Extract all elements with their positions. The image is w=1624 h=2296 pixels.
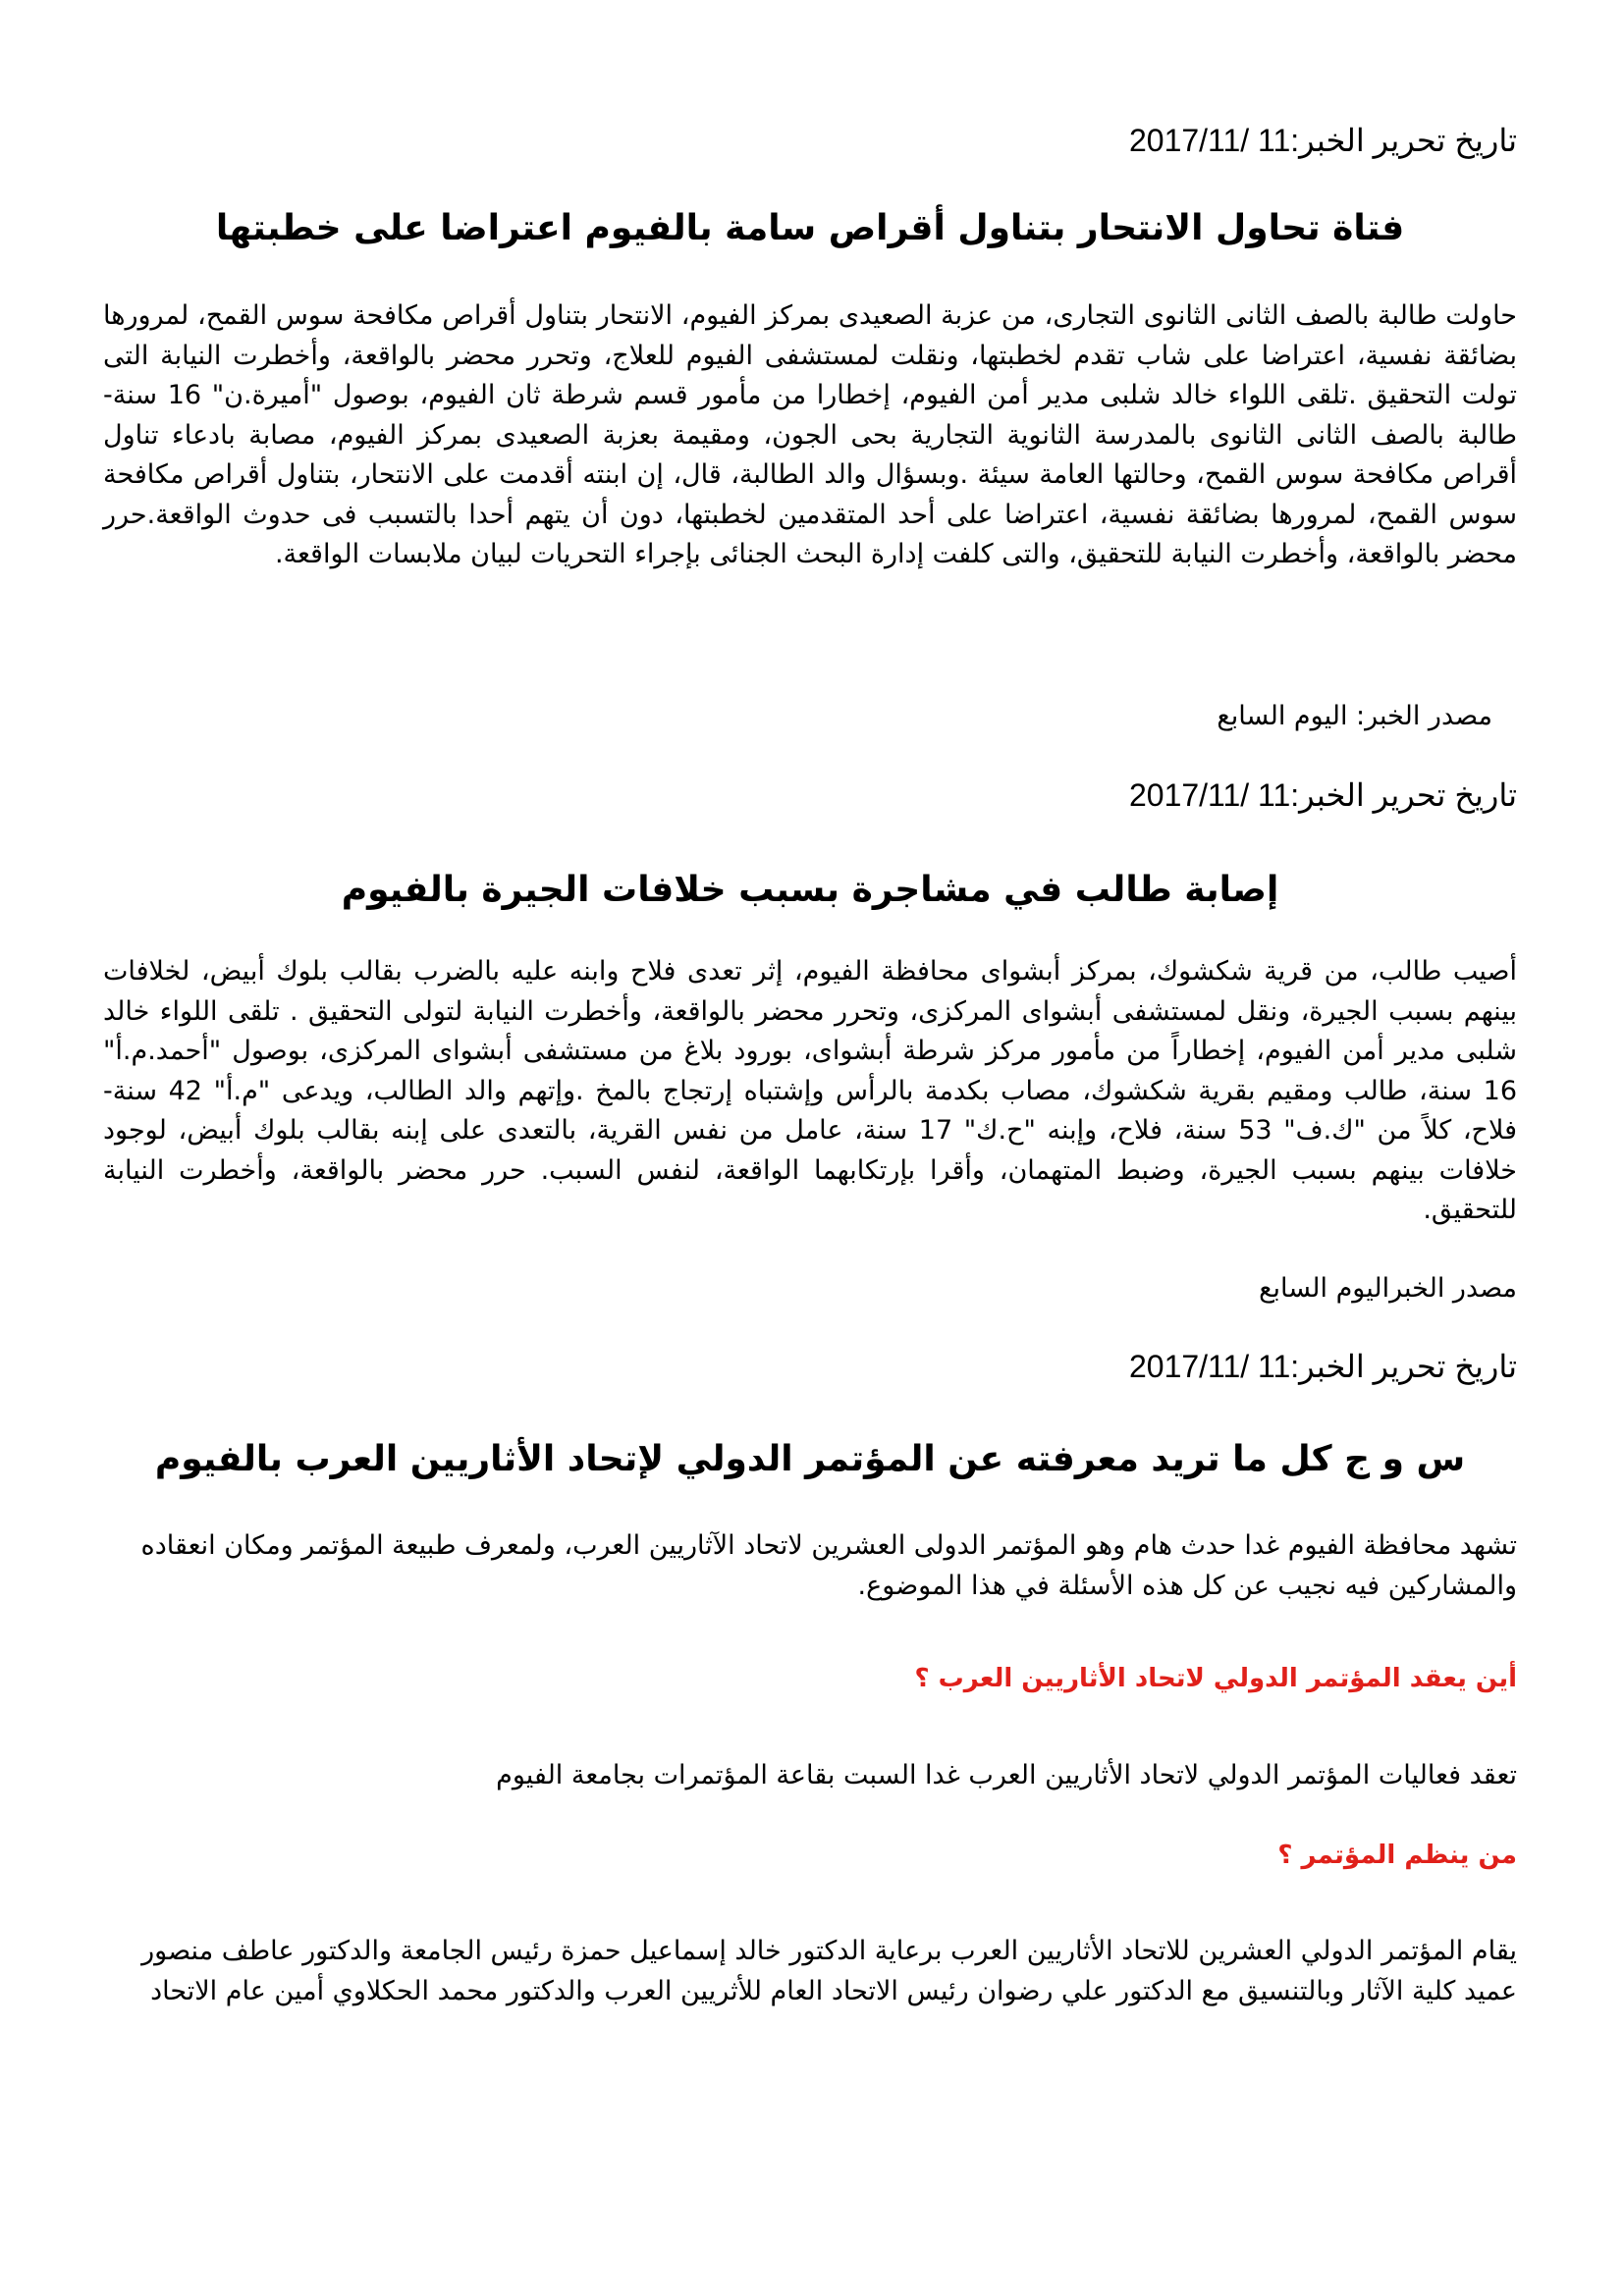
article-1-source: مصدر الخبر: اليوم السابع [1217, 701, 1492, 731]
article-1-date: تاريخ تحرير الخبر:11 /2017/11 [1128, 123, 1517, 158]
article-2-headline: إصابة طالب في مشاجرة بسبب خلافات الجيرة بالفيوم [341, 870, 1279, 910]
article-2-body: أصيب طالب، من قرية شكشوك، بمركز أبشواى محافظة الفيوم، إثر تعدى فلاح وابنه عليه بالضرب بقالب بلوك أبيض، لخلافات بينهم بسبب الجيرة، ونقل لمستشفى أبشواى المركزى، وتحرر محضر بالواقعة، وأخطرت النيابة لتولى التحقيق . تلقى اللواء خالد شلبى مدير أمن الفيوم، إخطاراً من مأمور مركز شرطة أبشواى، بورود بلاغ من مستشفى أبشواى المركزى، بوصول "أحمد.م.أ" 16 سنة، طالب ومقيم بقرية شكشوك، مصاب بكدمة بالرأس وإشتباه إرتجاج بالمخ .وإتهم والد الطالب، ويدعى "م.أ" 42 سنة- فلاح، كلاً من "ك.ف" 53 سنة، فلاح، وإبنه "ح.ك" 17 سنة، عامل من نفس القرية، بالتعدى على إبنه بقالب بلوك أبيض، لوجود خلافات بينهم بسبب الجيرة، وضبط المتهمان، وأقرا بإرتكابهما الواقعة، لنفس السبب. حرر محضر بالواقعة، وأخطرت النيابة للتحقيق. [103, 956, 1517, 1225]
article-1-body: حاولت طالبة بالصف الثانى الثانوى التجارى، من عزبة الصعيدى بمركز الفيوم، الانتحار بتناول أقراص مكافحة سوس القمح، لمرورها بضائقة نفسية، اعتراضا على شاب تقدم لخطبتها، ونقلت لمستشفى الفيوم للعلاج، وتحرر محضر بالواقعة، وأخطرت النيابة التى تولت التحقيق .تلقى اللواء خالد شلبى مدير أمن الفيوم، إخطارا من مأمور قسم شرطة ثان الفيوم، بوصول "أميرة.ن" 16 سنة- طالبة بالصف الثانى الثانوى بالمدرسة الثانوية التجارية بحى الجون، ومقيمة بعزبة الصعيدى بمركز الفيوم، مصابة بادعاء تناول أقراص مكافحة سوس القمح، وحالتها العامة سيئة .وبسؤال والد الطالبة، قال، إن ابنته أقدمت على الانتحار، بتناول أقراص مكافحة سوس القمح، لمرورها بضائقة نفسية، اعتراضا على أحد المتقدمين لخطبتها، دون أن يتهم أحدا بالتسبب فى حدوث الواقعة.حرر محضر بالواقعة، وأخطرت النيابة للتحقيق، والتى كلفت إدارة البحث الجنائى بإجراء التحريات لبيان ملابسات الواقعة. [103, 300, 1517, 569]
qa-2-question: من ينظم المؤتمر ؟ [1277, 1841, 1517, 1870]
article-2-date: تاريخ تحرير الخبر:11 /2017/11 [1128, 777, 1517, 813]
article-3-date: تاريخ تحرير الخبر:11 /2017/11 [1128, 1349, 1517, 1384]
article-3-intro: تشهد محافظة الفيوم غدا حدث هام وهو المؤتمر الدولى العشرين لاتحاد الآثاريين العرب، ولمعرف طبيعة المؤتمر ومكان انعقاده والمشاركين فيه نجيب عن كل هذه الأسئلة في هذا الموضوع. [140, 1530, 1517, 1601]
article-2-source: مصدر الخبراليوم السابع [1259, 1273, 1517, 1304]
qa-1-question: أين يعقد المؤتمر الدولي لاتحاد الأثاريين العرب ؟ [914, 1664, 1517, 1693]
article-3-headline: س و ج كل ما تريد معرفته عن المؤتمر الدولي لإتحاد الأثاريين العرب بالفيوم [154, 1439, 1466, 1479]
article-1-headline: فتاة تحاول الانتحار بتناول أقراص سامة بالفيوم اعتراضا على خطبتها [215, 208, 1405, 248]
qa-1-answer: تعقد فعاليات المؤتمر الدولي لاتحاد الأثاريين العرب غدا السبت بقاعة المؤتمرات بجامعة الفيوم [496, 1760, 1517, 1790]
qa-2-answer: يقام المؤتمر الدولي العشرين للاتحاد الأثاريين العرب برعاية الدكتور خالد إسماعيل حمزة رئيس الجامعة والدكتور عاطف منصور عميد كلية الآثار وبالتنسيق مع الدكتور علي رضوان رئيس الاتحاد العام للأثريين العرب والدكتور محمد الحكلاوي أمين عام الاتحاد [141, 1936, 1517, 2006]
